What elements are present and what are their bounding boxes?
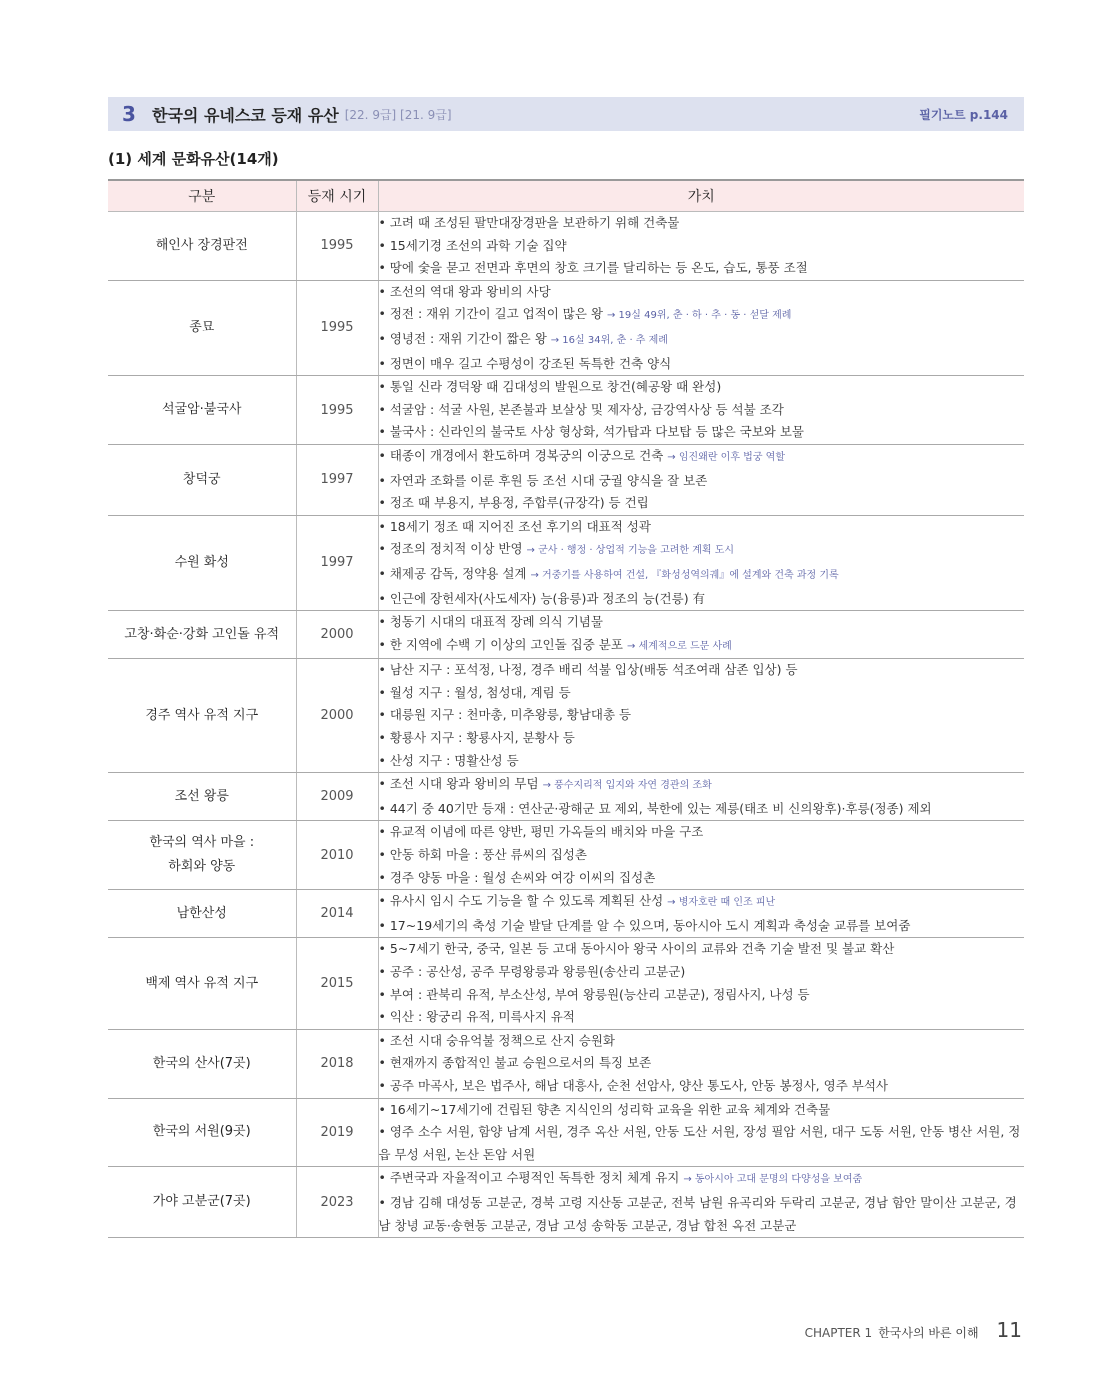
- bullet-icon: •: [378, 941, 390, 957]
- value-text: 경남 김해 대성동 고분군, 경북 고령 지산동 고분군, 전북 남원 유곡리와 두락리 고분군, 경남 함안 말이산 고분군, 경남 창녕 교동·송현동 고분군, 경남 고성 송학동 고분군, 경남 합천 옥전 고분군: [378, 1194, 1017, 1233]
- bullet-icon: •: [378, 684, 390, 700]
- value-text: 황룡사 지구 : 황룡사지, 분황사 등: [389, 730, 575, 746]
- value-note: → 거중기를 사용하여 건설, 『화성성역의궤』에 설계와 건축 과정 기록: [530, 569, 839, 581]
- heritage-values: [378, 444, 1024, 515]
- heritage-name: [108, 821, 296, 890]
- value-item: [379, 1075, 1025, 1098]
- value-text: 청동기 시대의 대표적 장례 의식 기념물: [389, 614, 603, 630]
- value-text: 안동 하회 마을 : 풍산 류씨의 집성촌: [389, 847, 587, 863]
- value-note: → 동아시아 고대 문명의 다양성을 보여줌: [683, 1174, 863, 1186]
- page-number: 11: [996, 1318, 1022, 1342]
- bullet-icon: •: [378, 1124, 390, 1140]
- heritage-name-line: 한국의 서원(9곳): [152, 1124, 251, 1140]
- heritage-values: [378, 212, 1024, 281]
- heritage-name: [108, 659, 296, 773]
- value-text: 18세기 정조 때 지어진 조선 후기의 대표적 성곽: [389, 518, 651, 534]
- table-row: [108, 376, 1024, 445]
- value-item: [379, 938, 1025, 961]
- value-note: → 임진왜란 이후 법궁 역할: [667, 451, 785, 463]
- bullet-icon: •: [378, 636, 390, 652]
- value-text: 자연과 조화를 이룬 후원 등 조선 시대 궁궐 양식을 잘 보존: [389, 472, 708, 488]
- value-text: 주변국과 자율적이고 수평적인 독특한 정치 체계 유지: [389, 1170, 680, 1186]
- value-text: 부여 : 관북리 유적, 부소산성, 부여 왕릉원(능산리 고분군), 정림사지, 나성 등: [389, 986, 810, 1002]
- value-text: 땅에 숯을 묻고 전면과 후면의 창호 크기를 달리하는 등 온도, 습도, 통풍 조절: [389, 260, 808, 276]
- table-body: [108, 212, 1024, 1238]
- value-item: [379, 773, 1025, 798]
- table-row: [108, 1098, 1024, 1167]
- value-item: [379, 421, 1025, 444]
- value-text: 경주 양동 마을 : 월성 손씨와 여강 이씨의 집성촌: [389, 869, 656, 885]
- heritage-name-line: 남한산성: [176, 905, 227, 921]
- heritage-name-line: 종묘: [189, 319, 215, 335]
- heritage-values: [378, 890, 1024, 938]
- bullet-icon: •: [378, 847, 390, 863]
- value-item: [379, 890, 1025, 915]
- bullet-icon: •: [378, 401, 390, 417]
- bullet-icon: •: [378, 283, 390, 299]
- heritage-name-line: 조선 왕릉: [174, 788, 229, 804]
- value-text: 석굴암 : 석굴 사원, 본존불과 보살상 및 제자상, 금강역사상 등 석불 조각: [389, 401, 784, 417]
- value-item: [379, 353, 1025, 376]
- registration-year: 2019: [296, 1098, 378, 1167]
- bullet-icon: •: [378, 869, 390, 885]
- registration-year: 1995: [296, 212, 378, 281]
- value-text: 인근에 장헌세자(사도세자) 능(융릉)과 정조의 능(건릉) 有: [389, 590, 706, 606]
- bullet-icon: •: [378, 565, 390, 581]
- bullet-icon: •: [378, 260, 390, 276]
- value-item: [379, 682, 1025, 705]
- value-text: 16세기~17세기에 건립된 향촌 지식인의 성리학 교육을 위한 교육 체계와 건축물: [389, 1101, 831, 1117]
- heritage-table: [108, 179, 1024, 1238]
- bullet-icon: •: [378, 730, 390, 746]
- heritage-values: [378, 280, 1024, 375]
- value-item: [379, 563, 1025, 588]
- table-header-row: [108, 180, 1024, 212]
- heritage-name-line: 가야 고분군(7곳): [152, 1194, 251, 1210]
- value-text: 유교적 이념에 따른 양반, 평민 가옥들의 배치와 마을 구조: [389, 824, 704, 840]
- table-row: [108, 444, 1024, 515]
- value-text: 월성 지구 : 월성, 첨성대, 계림 등: [389, 684, 571, 700]
- heritage-name-line: 해인사 장경판전: [155, 237, 248, 253]
- value-text: 영녕전 : 재위 기간이 짧은 왕: [389, 330, 547, 346]
- heritage-name: [108, 376, 296, 445]
- value-item: [379, 1121, 1025, 1166]
- value-note: → 풍수지리적 입지와 자연 경관의 조화: [542, 780, 712, 792]
- heritage-name: [108, 890, 296, 938]
- value-item: [379, 1099, 1025, 1122]
- value-text: 5~7세기 한국, 중국, 일본 등 고대 동아시아 왕국 사이의 교류와 건축 기술 발전 및 불교 확산: [389, 941, 895, 957]
- value-item: [379, 634, 1025, 659]
- bullet-icon: •: [378, 986, 390, 1002]
- note-reference: 필기노트 p.144: [919, 107, 1008, 122]
- value-item: [379, 281, 1025, 304]
- chapter-label: CHAPTER 1: [804, 1326, 873, 1340]
- heritage-values: [378, 659, 1024, 773]
- table-row: [108, 611, 1024, 659]
- value-text: 한 지역에 수백 기 이상의 고인돌 집중 분포: [389, 636, 623, 652]
- value-item: [379, 844, 1025, 867]
- value-item: [379, 492, 1025, 515]
- value-note: → 군사 · 행정 · 상업적 기능을 고려한 계획 도시: [526, 545, 735, 557]
- heritage-name: [108, 1029, 296, 1098]
- value-text: 영주 소수 서원, 함양 남계 서원, 경주 옥산 서원, 안동 도산 서원, 장성 필암 서원, 대구 도동 서원, 안동 병산 서원, 정읍 무성 서원, 논산 돈암 서원: [378, 1124, 1021, 1162]
- column-header-value: 가치: [378, 180, 1024, 212]
- value-text: 고려 때 조성된 팔만대장경판을 보관하기 위해 건축물: [389, 215, 680, 230]
- bullet-icon: •: [378, 800, 390, 816]
- bullet-icon: •: [378, 541, 390, 557]
- bullet-icon: •: [378, 964, 390, 979]
- heritage-name-line: 석굴암·불국사: [162, 402, 242, 418]
- table-row: [108, 821, 1024, 890]
- value-item: [379, 257, 1025, 280]
- value-note: → 16실 34위, 춘 · 추 제례: [550, 334, 668, 346]
- value-item: [379, 470, 1025, 493]
- value-text: 산성 지구 : 명활산성 등: [389, 752, 519, 768]
- heritage-values: [378, 1029, 1024, 1098]
- value-item: [379, 984, 1025, 1007]
- value-text: 44기 중 40기만 등재 : 연산군·광해군 묘 제외, 북한에 있는 제릉(태조 비 신의왕후)·후릉(정종) 제외: [389, 800, 932, 816]
- bullet-icon: •: [378, 917, 390, 933]
- value-item: [379, 798, 1025, 821]
- heritage-name: [108, 212, 296, 281]
- value-item: [379, 445, 1025, 470]
- value-item: [379, 235, 1025, 258]
- bullet-icon: •: [378, 1077, 390, 1093]
- value-item: [379, 611, 1025, 634]
- heritage-name-line: 수원 화성: [174, 554, 229, 570]
- value-text: 익산 : 왕궁리 유적, 미륵사지 유적: [389, 1009, 575, 1025]
- value-text: 현재까지 종합적인 불교 승원으로서의 특징 보존: [389, 1055, 652, 1071]
- value-item: [379, 1006, 1025, 1029]
- heritage-name: [108, 938, 296, 1029]
- heritage-values: [378, 1098, 1024, 1167]
- value-item: [379, 915, 1025, 938]
- registration-year: 1997: [296, 444, 378, 515]
- heritage-name: [108, 1098, 296, 1167]
- value-text: 조선의 역대 왕과 왕비의 사당: [389, 283, 551, 299]
- bullet-icon: •: [378, 379, 390, 395]
- heritage-values: [378, 515, 1024, 610]
- value-item: [379, 659, 1025, 682]
- heritage-name-line: 한국의 역사 마을 :: [149, 835, 255, 851]
- value-text: 15세기경 조선의 과학 기술 집약: [389, 237, 567, 253]
- value-item: [379, 821, 1025, 844]
- table-row: [108, 212, 1024, 281]
- value-text: 조선 시대 왕과 왕비의 무덤: [389, 776, 539, 792]
- exam-tags: [22. 9급] [21. 9급]: [344, 107, 452, 122]
- registration-year: 2010: [296, 821, 378, 890]
- bullet-icon: •: [378, 1194, 390, 1210]
- value-item: [379, 727, 1025, 750]
- value-text: 채제공 감독, 정약용 설계: [389, 565, 527, 581]
- registration-year: 1997: [296, 515, 378, 610]
- bullet-icon: •: [378, 518, 390, 534]
- value-item: [379, 1167, 1025, 1192]
- value-text: 통일 신라 경덕왕 때 김대성의 발원으로 창건(혜공왕 때 완성): [389, 379, 722, 395]
- value-note: → 세계적으로 드문 사례: [626, 640, 732, 652]
- value-item: [379, 399, 1025, 422]
- bullet-icon: •: [378, 893, 390, 909]
- heritage-values: [378, 821, 1024, 890]
- registration-year: 2000: [296, 659, 378, 773]
- bullet-icon: •: [378, 1032, 390, 1048]
- bullet-icon: •: [378, 306, 390, 322]
- page-footer: [805, 1318, 1022, 1342]
- value-item: [379, 1192, 1025, 1237]
- registration-year: 2015: [296, 938, 378, 1029]
- heritage-name-line: 한국의 산사(7곳): [152, 1055, 251, 1071]
- table-row: [108, 659, 1024, 773]
- value-text: 정조의 정치적 이상 반영: [389, 541, 523, 557]
- heritage-name-line: 하회와 양동: [168, 859, 236, 875]
- value-item: [379, 867, 1025, 890]
- heritage-name-line: 경주 역사 유적 지구: [145, 707, 259, 723]
- bullet-icon: •: [378, 752, 390, 768]
- table-row: [108, 1167, 1024, 1238]
- registration-year: 2018: [296, 1029, 378, 1098]
- section-number: 3: [122, 102, 136, 126]
- value-text: 17~19세기의 축성 기술 발달 단계를 알 수 있으며, 동아시아 도시 계획과 축성술 교류를 보여줌: [389, 917, 911, 933]
- bullet-icon: •: [378, 472, 390, 488]
- heritage-name: [108, 611, 296, 659]
- value-text: 공주 : 공산성, 공주 무령왕릉과 왕릉원(송산리 고분군): [389, 964, 686, 979]
- value-text: 대릉원 지구 : 천마총, 미추왕릉, 황남대총 등: [389, 707, 632, 723]
- value-text: 공주 마곡사, 보은 법주사, 해남 대흥사, 순천 선암사, 양산 통도사, 안동 봉정사, 영주 부석사: [389, 1077, 888, 1093]
- bullet-icon: •: [378, 1009, 390, 1025]
- column-header-year: 등재 시기: [296, 180, 378, 212]
- heritage-name-line: 고창·화순·강화 고인돌 유적: [124, 626, 280, 642]
- value-item: [379, 704, 1025, 727]
- heritage-values: [378, 1167, 1024, 1238]
- value-item: [379, 750, 1025, 773]
- table-row: [108, 1029, 1024, 1098]
- bullet-icon: •: [378, 590, 390, 606]
- value-text: 정면이 매우 길고 수평성이 강조된 독특한 건축 양식: [389, 355, 672, 371]
- bullet-icon: •: [378, 447, 390, 463]
- bullet-icon: •: [378, 776, 390, 792]
- table-row: [108, 938, 1024, 1029]
- bullet-icon: •: [378, 355, 390, 371]
- value-text: 불국사 : 신라인의 불국토 사상 형상화, 석가탑과 다보탑 등 많은 국보와 보물: [389, 424, 805, 440]
- value-item: [379, 588, 1025, 611]
- value-item: [379, 212, 1025, 235]
- table-row: [108, 515, 1024, 610]
- bullet-icon: •: [378, 707, 390, 723]
- value-text: 태종이 개경에서 환도하며 경복궁의 이궁으로 건축: [389, 447, 664, 463]
- bullet-icon: •: [378, 1101, 390, 1117]
- heritage-name: [108, 515, 296, 610]
- section-header: [108, 97, 1024, 131]
- table-row: [108, 773, 1024, 821]
- bullet-icon: •: [378, 424, 390, 440]
- value-item: [379, 538, 1025, 563]
- registration-year: 2014: [296, 890, 378, 938]
- table-row: [108, 280, 1024, 375]
- value-text: 조선 시대 숭유억불 정책으로 산지 승원화: [389, 1032, 616, 1048]
- chapter-title: 한국사의 바른 이해: [878, 1326, 979, 1340]
- bullet-icon: •: [378, 215, 390, 230]
- value-note: → 병자호란 때 인조 피난: [667, 897, 776, 909]
- value-item: [379, 1052, 1025, 1075]
- value-note: → 19실 49위, 춘 · 하 · 추 · 동 · 섣달 제례: [607, 310, 792, 322]
- value-item: [379, 1030, 1025, 1053]
- heritage-values: [378, 611, 1024, 659]
- bullet-icon: •: [378, 824, 390, 840]
- bullet-icon: •: [378, 1055, 390, 1071]
- value-item: [379, 303, 1025, 328]
- bullet-icon: •: [378, 662, 390, 678]
- value-item: [379, 376, 1025, 399]
- heritage-name: [108, 280, 296, 375]
- heritage-values: [378, 938, 1024, 1029]
- heritage-name-line: 백제 역사 유적 지구: [145, 975, 259, 991]
- column-header-category: 구분: [108, 180, 296, 212]
- heritage-name: [108, 1167, 296, 1238]
- heritage-name-line: 창덕궁: [182, 471, 221, 487]
- value-item: [379, 961, 1025, 984]
- heritage-name: [108, 444, 296, 515]
- registration-year: 2000: [296, 611, 378, 659]
- section-title: 한국의 유네스코 등재 유산: [152, 105, 339, 125]
- heritage-name: [108, 773, 296, 821]
- heritage-values: [378, 773, 1024, 821]
- table-row: [108, 890, 1024, 938]
- bullet-icon: •: [378, 330, 390, 346]
- value-item: [379, 328, 1025, 353]
- value-text: 정전 : 재위 기간이 길고 업적이 많은 왕: [389, 306, 604, 322]
- subsection-title: (1) 세계 문화유산(14개): [108, 150, 279, 168]
- value-text: 유사시 임시 수도 기능을 할 수 있도록 계획된 산성: [389, 893, 664, 909]
- bullet-icon: •: [378, 495, 390, 511]
- value-text: 정조 때 부용지, 부용정, 주합루(규장각) 등 건립: [389, 495, 649, 511]
- registration-year: 2009: [296, 773, 378, 821]
- bullet-icon: •: [378, 1170, 390, 1186]
- registration-year: 1995: [296, 280, 378, 375]
- value-text: 남산 지구 : 포석정, 나정, 경주 배리 석불 입상(배동 석조여래 삼존 입상) 등: [389, 662, 798, 678]
- registration-year: 1995: [296, 376, 378, 445]
- heritage-values: [378, 376, 1024, 445]
- bullet-icon: •: [378, 237, 390, 253]
- bullet-icon: •: [378, 614, 390, 630]
- registration-year: 2023: [296, 1167, 378, 1238]
- value-item: [379, 516, 1025, 539]
